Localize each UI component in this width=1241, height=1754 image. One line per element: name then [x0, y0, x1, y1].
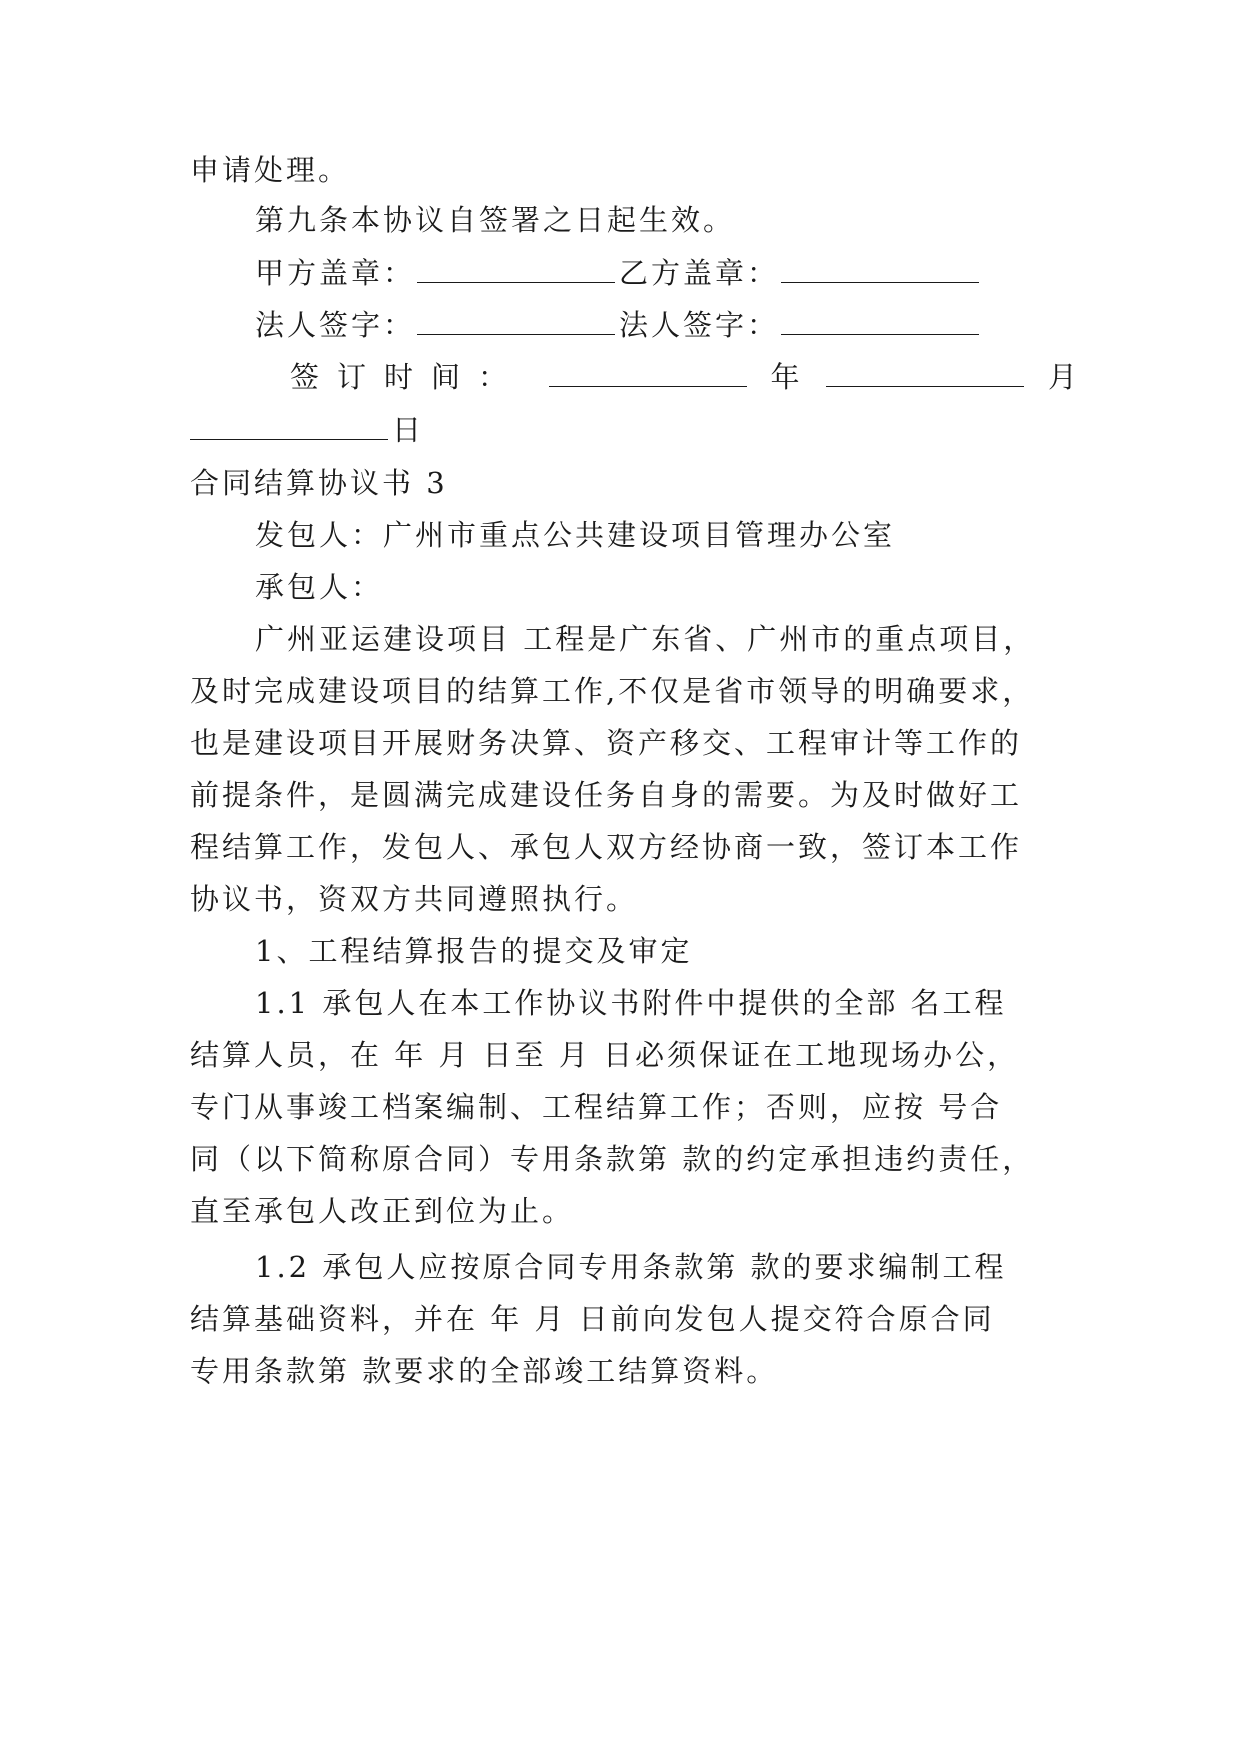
sign-date-label: 签订时间： [290, 360, 526, 394]
seal-row [255, 253, 1135, 293]
year-label: 年 [770, 360, 803, 394]
clause-1-2-line: 1.2 承包人应按原合同专用条款第 款的要求编制工程 [255, 1250, 1007, 1284]
party-a-seal-label: 甲方盖章： [255, 256, 416, 290]
legal-sign-b-blank [781, 308, 979, 335]
clause-1-1-line: 同（以下简称原合同）专用条款第 款的约定承担违约责任， [190, 1142, 1035, 1176]
employer-line: 发包人：广州市重点公共建设项目管理办公室 [255, 518, 896, 552]
party-a-seal-blank [417, 256, 615, 283]
day-blank [190, 413, 388, 440]
year-blank [549, 360, 747, 387]
legal-sign-b-label: 法人签字： [619, 308, 780, 342]
text-line: 申请处理。 [190, 153, 351, 187]
month-blank [826, 360, 1024, 387]
paragraph-line: 程结算工作，发包人、承包人双方经协商一致，签订本工作 [190, 830, 1023, 864]
sign-date-row [290, 357, 1080, 397]
party-b-seal-label: 乙方盖章： [619, 256, 780, 290]
party-b-seal-blank [781, 256, 979, 283]
clause-1-1-line: 1.1 承包人在本工作协议书附件中提供的全部 名工程 [255, 986, 1007, 1020]
day-label: 日 [392, 413, 425, 447]
day-row [190, 410, 1070, 450]
month-label: 月 [1047, 360, 1080, 394]
paragraph-line: 也是建设项目开展财务决算、资产移交、工程审计等工作的 [190, 726, 1023, 760]
section-title: 合同结算协议书 3 [190, 466, 448, 500]
clause-1-2-line: 结算基础资料，并在 年 月 日前向发包人提交符合原合同 [190, 1302, 995, 1336]
contractor-line: 承包人： [255, 570, 384, 604]
paragraph-line: 协议书，资双方共同遵照执行。 [190, 882, 639, 916]
clause-heading: 1、工程结算报告的提交及审定 [255, 934, 693, 968]
clause-1-1-line: 直至承包人改正到位为止。 [190, 1194, 575, 1228]
clause-1-2-line: 专用条款第 款要求的全部竣工结算资料。 [190, 1354, 779, 1388]
legal-sign-row [255, 305, 1135, 345]
paragraph-line: 前提条件，是圆满完成建设任务自身的需要。为及时做好工 [190, 778, 1023, 812]
clause-1-1-line: 结算人员，在 年 月 日至 月 日必须保证在工地现场办公， [190, 1038, 1020, 1072]
article-nine: 第九条本协议自签署之日起生效。 [255, 203, 736, 237]
paragraph-line: 广州亚运建设项目 工程是广东省、广州市的重点项目， [255, 622, 1036, 656]
legal-sign-a-label: 法人签字： [255, 308, 416, 342]
paragraph-line: 及时完成建设项目的结算工作,不仅是省市领导的明确要求， [190, 674, 1035, 708]
legal-sign-a-blank [417, 308, 615, 335]
clause-1-1-line: 专门从事竣工档案编制、工程结算工作；否则，应按 号合 [190, 1090, 1003, 1124]
